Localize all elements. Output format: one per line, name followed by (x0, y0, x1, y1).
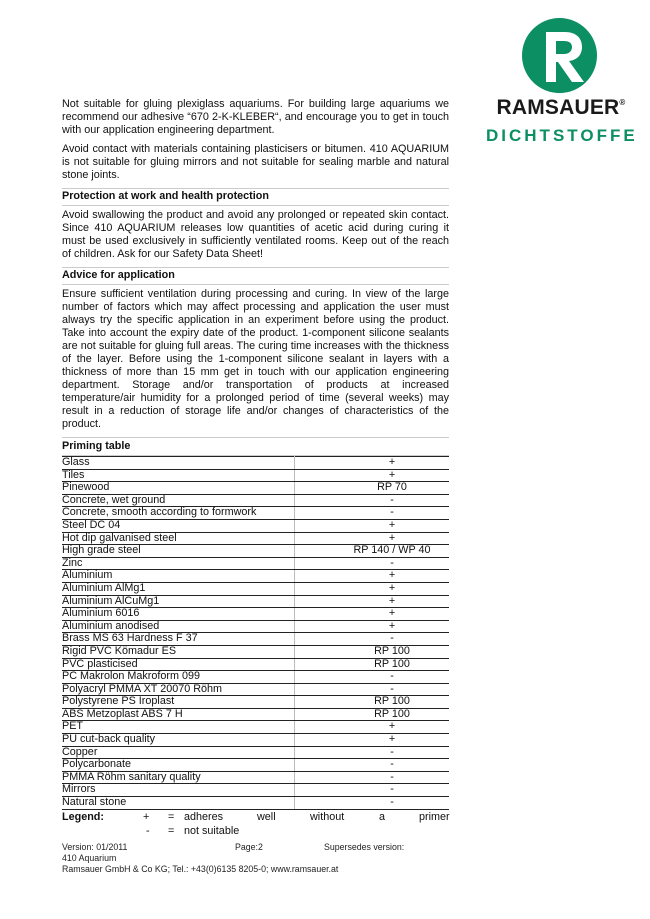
primer-value-cell: RP 70 (295, 482, 450, 495)
primer-value-cell: + (295, 469, 450, 482)
logo-wordmark: RAMSAUER® (496, 96, 626, 119)
table-row (62, 784, 449, 797)
material-cell: Rigid PVC Kömadur ES (62, 645, 295, 658)
primer-value-cell: + (295, 582, 450, 595)
table-row (62, 645, 449, 658)
primer-value-cell: - (295, 771, 450, 784)
legend-word-well: well (257, 810, 276, 823)
primer-value-cell: + (295, 595, 450, 608)
logo-subtitle: DICHTSTOFFE (486, 126, 638, 145)
table-row (62, 797, 449, 810)
material-cell: PET (62, 721, 295, 734)
primer-value-cell: + (295, 734, 450, 747)
primer-value-cell: - (295, 759, 450, 772)
material-cell: Aluminium 6016 (62, 608, 295, 621)
material-cell: Aluminium (62, 570, 295, 583)
primer-value-cell: - (295, 797, 450, 810)
primer-value-cell: + (295, 570, 450, 583)
table-row (62, 759, 449, 772)
table-row (62, 771, 449, 784)
table-row (62, 671, 449, 684)
table-row (62, 696, 449, 709)
table-row (62, 595, 449, 608)
priming-table-heading: Priming table (62, 437, 449, 456)
page-footer (62, 842, 462, 875)
material-cell: Tiles (62, 469, 295, 482)
primer-value-cell: RP 140 / WP 40 (295, 545, 450, 558)
material-cell: Glass (62, 457, 295, 470)
legend-word-without: without (310, 810, 345, 823)
document-body (62, 98, 449, 839)
table-row (62, 557, 449, 570)
material-cell: ABS Metzoplast ABS 7 H (62, 708, 295, 721)
material-cell: Steel DC 04 (62, 519, 295, 532)
table-row (62, 582, 449, 595)
table-row (62, 469, 449, 482)
table-row (62, 658, 449, 671)
legend-word-a: a (379, 810, 386, 823)
material-cell: Polycarbonate (62, 759, 295, 772)
material-cell: Copper (62, 746, 295, 759)
material-cell: High grade steel (62, 545, 295, 558)
legend-word-adheres: adheres (184, 810, 224, 823)
primer-value-cell: + (295, 532, 450, 545)
advice-heading: Advice for application (62, 267, 449, 285)
primer-value-cell: - (295, 671, 450, 684)
legend-label: Legend: (62, 810, 104, 823)
table-row (62, 519, 449, 532)
primer-value-cell: - (295, 683, 450, 696)
table-row (62, 683, 449, 696)
material-cell: Polystyrene PS Iroplast (62, 696, 295, 709)
table-row (62, 721, 449, 734)
table-row (62, 608, 449, 621)
table-row (62, 457, 449, 470)
protection-heading: Protection at work and health protection (62, 188, 449, 206)
advice-text: Ensure sufficient ventilation during processing and curing. In view of the large number of factors which may affect processing and application the user must always try the specific application in an experiment before using the product. Take into account the expiry date of the product. 1-component silicone sealants are not suitable for gluing full areas. The curing time increases with the thickness of the layer. Before using the 1-component silicone sealant in layers with a thickness of more than 15 mm get in touch with our application engineering department. Storage and/or transportation of products at increased temperature/air humidity for a prolonged period of time (several weeks) may result in a reduction of storage life and/or changes of characteristics of the product. (62, 288, 449, 430)
footer-version: Version: 01/2011 (62, 842, 128, 852)
legend (62, 811, 449, 839)
primer-value-cell: - (295, 507, 450, 520)
material-cell: Concrete, wet ground (62, 494, 295, 507)
legend-equals-1: = (168, 810, 175, 823)
table-row (62, 532, 449, 545)
footer-supersedes: Supersedes version: (324, 842, 405, 852)
primer-value-cell: - (295, 746, 450, 759)
table-row (62, 620, 449, 633)
legend-minus-symbol: - (146, 824, 150, 837)
table-row (62, 494, 449, 507)
material-cell: Polyacryl PMMA XT 20070 Röhm (62, 683, 295, 696)
material-cell: Aluminium AlCuMg1 (62, 595, 295, 608)
table-row (62, 482, 449, 495)
intro-paragraph-1: Not suitable for gluing plexiglass aquariums. For building large aquariums we recommend our adhesive “670 2-K-KLEBER“, and encourage you to get in touch with our application engineering department. (62, 98, 449, 136)
table-row (62, 708, 449, 721)
legend-equals-2: = (168, 824, 175, 837)
legend-plus-symbol: + (143, 810, 150, 823)
footer-product: 410 Aquarium (62, 853, 117, 863)
primer-value-cell: - (295, 557, 450, 570)
primer-value-cell: - (295, 494, 450, 507)
primer-value-cell: + (295, 608, 450, 621)
material-cell: Concrete, smooth according to formwork (62, 507, 295, 520)
material-cell: Aluminium anodised (62, 620, 295, 633)
table-row (62, 545, 449, 558)
material-cell: PMMA Röhm sanitary quality (62, 771, 295, 784)
footer-page-number: Page:2 (235, 842, 263, 852)
table-row (62, 746, 449, 759)
material-cell: Aluminium AlMg1 (62, 582, 295, 595)
company-logo (486, 12, 636, 152)
table-row (62, 734, 449, 747)
primer-value-cell: + (295, 721, 450, 734)
protection-text: Avoid swallowing the product and avoid any prolonged or repeated skin contact. Since 410 AQUARIUM releases low quantities of acetic acid during curing it must be used exclusively in sufficiently ventilated rooms. Keep out of the reach of children. Ask for our Safety Data Sheet! (62, 209, 449, 260)
legend-not-suitable: not suitable (184, 824, 240, 837)
primer-value-cell: + (295, 620, 450, 633)
table-row (62, 507, 449, 520)
material-cell: Zinc (62, 557, 295, 570)
material-cell: Hot dip galvanised steel (62, 532, 295, 545)
material-cell: Natural stone (62, 797, 295, 810)
primer-value-cell: RP 100 (295, 658, 450, 671)
material-cell: PVC plasticised (62, 658, 295, 671)
primer-value-cell: RP 100 (295, 696, 450, 709)
r-letter-icon (522, 18, 597, 93)
primer-value-cell: + (295, 457, 450, 470)
material-cell: Mirrors (62, 784, 295, 797)
table-row (62, 570, 449, 583)
footer-company: Ramsauer GmbH & Co KG; Tel.: +43(0)6135 8205-0; www.ramsauer.at (62, 864, 339, 874)
primer-value-cell: - (295, 784, 450, 797)
table-row (62, 633, 449, 646)
priming-table (62, 456, 449, 810)
primer-value-cell: RP 100 (295, 645, 450, 658)
material-cell: Brass MS 63 Hardness F 37 (62, 633, 295, 646)
material-cell: PC Makrolon Makroform 099 (62, 671, 295, 684)
primer-value-cell: RP 100 (295, 708, 450, 721)
legend-word-primer: primer (419, 810, 450, 823)
material-cell: Pinewood (62, 482, 295, 495)
material-cell: PU cut-back quality (62, 734, 295, 747)
intro-paragraph-2: Avoid contact with materials containing plasticisers or bitumen. 410 AQUARIUM is not suitable for gluing mirrors and not suitable for sealing marble and natural stone joints. (62, 143, 449, 181)
primer-value-cell: + (295, 519, 450, 532)
primer-value-cell: - (295, 633, 450, 646)
